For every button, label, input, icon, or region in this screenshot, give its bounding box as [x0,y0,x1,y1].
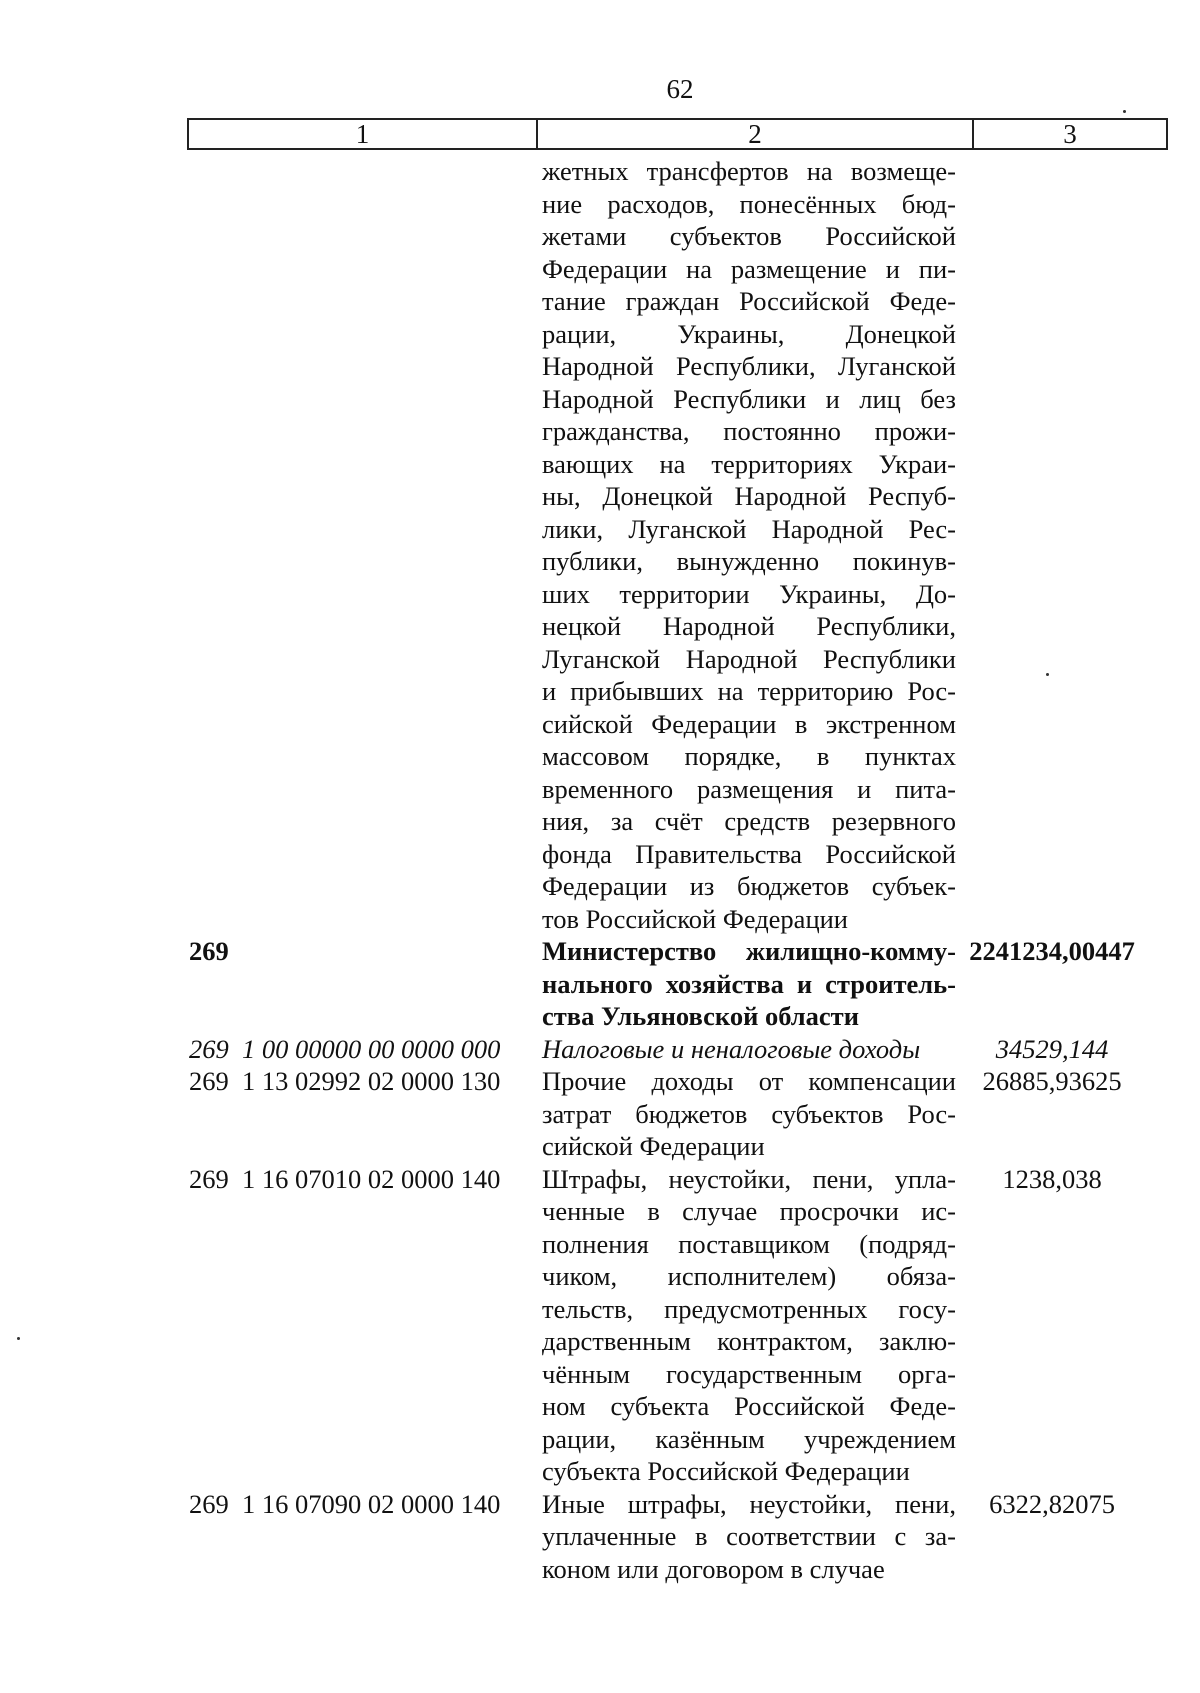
word: строитель- [825,968,956,999]
word: Российской [825,221,956,251]
word: Украи- [878,448,956,479]
word: просрочки [779,1196,899,1226]
page-number-text: 62 [666,74,694,104]
table-row [0,1163,1200,1488]
text-line [542,675,956,708]
amount-cell: 34529,144 [995,1033,1109,1064]
text-line: сийской Федерации [542,1131,765,1161]
word: Штрафы, [542,1163,648,1194]
word: Респуб- [868,481,956,511]
word: трансфертов [646,156,789,186]
word: прибывших [570,676,704,706]
word: счёт [654,806,703,836]
word: исполнителем) [667,1261,837,1291]
word: До- [915,578,956,609]
text-line: коном или договором в случае [542,1553,885,1584]
word: фонда [542,838,612,869]
word: предусмотренных [664,1293,868,1324]
scan-speck [1046,673,1049,676]
text-line [542,1520,956,1553]
text-line [542,805,956,838]
text-line [542,578,956,611]
word: Республики [823,643,956,674]
text-line [542,448,956,481]
header-col-3: 3 [1063,118,1077,149]
word: Народной [662,611,775,641]
table-row [0,1488,1200,1586]
word: доходы [651,1066,734,1096]
text-line [542,1293,956,1326]
word: затрат [542,1098,612,1129]
word: покинув- [852,546,956,576]
word: учреждением [803,1423,956,1454]
word: Министерство [542,936,717,966]
word: вынужденно [676,546,820,576]
word: уплаченные [542,1521,677,1551]
word: постоянно [723,416,841,446]
word: полнения [542,1228,649,1259]
table-body [0,155,1200,1585]
word: поставщиком [678,1228,830,1259]
word: упла- [894,1163,956,1194]
word: на [806,156,833,186]
text-line [542,1065,956,1098]
word: и [885,253,900,284]
word: на [717,676,744,706]
text-line [542,643,956,676]
word: понесённых [739,188,877,219]
word: и [796,968,813,999]
word: Федерации [542,253,668,284]
word: тание [542,286,606,316]
table-header [187,118,1168,150]
revenue-name-cell [542,935,956,1033]
text-line [542,350,956,383]
word: без [920,383,956,414]
text-line [542,220,956,253]
header-col-2: 2 [538,120,974,148]
word: Феде- [889,286,956,316]
word: Донецкой [845,318,956,349]
word: средств [724,806,811,836]
word: Народной [685,643,798,674]
word: рации, [542,318,617,349]
word: пи- [918,253,956,284]
word: Федерации [651,708,777,739]
word: Народной [734,481,847,511]
word: хозяйства [665,968,784,999]
text-line [542,968,956,1001]
scan-speck [1123,110,1126,113]
word: экстренном [825,708,956,739]
amount-cell: 2241234,00447 [969,936,1135,966]
word: субъектов [771,1098,884,1129]
word: пени, [812,1163,874,1194]
table-row [0,935,1200,1033]
word: (подряд- [859,1228,956,1259]
word: Правительства [635,838,802,869]
word: пени, [895,1488,956,1519]
word: и [857,773,872,804]
text-line [542,480,956,513]
text-line [542,773,956,806]
word: госу- [898,1293,956,1324]
word: Республики, [676,351,816,381]
word: и [825,383,840,414]
word: Луганской [837,351,956,381]
word: Украины, [779,578,887,609]
word: жетами [542,221,627,251]
word: вающих [542,448,634,479]
word: нального [542,968,653,999]
word: Федерации [542,871,668,901]
word: Иные [542,1488,605,1519]
text-line [542,1098,956,1131]
word: компенсации [808,1066,956,1096]
word: публики, [542,546,643,576]
word: расходов, [607,188,715,219]
word: Народной [771,513,884,544]
word: за [610,806,634,836]
text-line [542,1423,956,1456]
word: бюджетов [736,871,850,901]
word: в [794,708,808,739]
word: тельств, [542,1293,634,1324]
word: ния, [542,806,590,836]
word: Рос- [907,676,956,706]
word: территорию [757,676,894,706]
amount-cell: 26885,93625 [982,1066,1122,1096]
word: лики, [542,513,604,544]
word: массовом [542,741,649,771]
text-line [542,545,956,578]
table-row [0,155,1200,935]
text-line [542,1260,956,1293]
word: Российской [825,838,956,869]
text-line [542,1358,956,1391]
word: Донецкой [602,481,713,511]
word: за- [924,1521,956,1551]
text-line [542,1488,956,1521]
text-line [542,383,956,416]
text-line [542,318,956,351]
word: ченные [542,1196,626,1226]
budget-code-cell: 269 1 16 07010 02 0000 140 [189,1163,501,1194]
word: орга- [898,1358,956,1389]
word: ших [542,578,590,609]
word: граждан [625,286,720,316]
word: Рос- [907,1098,956,1129]
word: временного [542,773,674,804]
word: соответствии [726,1521,876,1551]
text-line: субъекта Российской Федерации [542,1456,910,1486]
text-line: тов Российской Федерации [542,903,848,934]
word: территории [619,578,750,609]
word: гражданства, [542,416,690,446]
text-line [542,708,956,741]
word: в [647,1196,660,1226]
word: в [695,1521,708,1551]
word: Российской [739,286,870,316]
word: сийской [542,708,633,739]
page-number [0,74,1200,105]
word: чиком, [542,1261,618,1291]
word: Луганской [628,513,747,544]
amount-cell: 1238,038 [1002,1163,1102,1194]
word: дарственным [542,1326,691,1356]
scan-speck [17,1337,20,1340]
text-line [542,1325,956,1358]
text-line [542,838,956,871]
word: ние [542,188,583,219]
word: неустойки, [668,1163,792,1194]
word: неустойки, [749,1488,873,1519]
word: случае [682,1196,758,1226]
budget-code-cell: 269 1 00 00000 00 0000 000 [189,1033,501,1064]
text-line [542,188,956,221]
word: нецкой [542,611,622,641]
revenue-name-cell [542,1163,956,1488]
text-line [542,1163,956,1196]
word: субъектов [669,221,782,251]
word: обяза- [886,1261,956,1291]
word: ном [542,1391,586,1421]
word: штрафы, [627,1488,727,1519]
text-line [542,610,956,643]
word: прожи- [874,416,956,446]
word: Народной [542,351,654,381]
word: Украины, [677,318,785,349]
word: на [659,448,686,479]
revenue-name-cell [542,155,956,935]
word: на [686,253,712,284]
budget-code-cell [0,155,542,935]
word: пунктах [864,741,956,771]
text-line [542,285,956,318]
word: бюджетов [635,1098,748,1129]
revenue-name-cell [542,1488,956,1586]
text-line [542,1390,956,1423]
word: размещение [730,253,867,284]
word: пита- [895,773,956,804]
word: резервного [831,806,956,836]
table-row [0,1033,1200,1066]
budget-code-cell: 269 1 16 07090 02 0000 140 [189,1488,501,1519]
text-line [542,513,956,546]
word: субъек- [871,871,956,901]
word: Феде- [889,1391,956,1421]
word: казённым [655,1423,765,1454]
text-line [542,740,956,773]
word: субъекта [610,1391,710,1421]
word: государственным [666,1358,863,1389]
text-line [542,870,956,903]
text-line [542,253,956,286]
word: заклю- [879,1326,956,1356]
word: рации, [542,1423,617,1454]
table-row [0,1065,1200,1163]
word: и [542,676,557,706]
word: в [816,741,830,771]
text-line: Налоговые и неналоговые доходы [542,1033,921,1064]
header-col-1: 1 [189,120,538,148]
amount-cell [956,155,1146,935]
word: контрактом, [717,1326,853,1356]
text-line [542,1195,956,1228]
word: Луганской [542,643,661,674]
word: Рес- [908,513,956,544]
word: бюд- [901,188,956,219]
text-line [542,935,956,968]
text-line [542,155,956,188]
word: возмеще- [850,156,956,186]
word: территориях [711,448,853,479]
word: Российской [734,1391,865,1421]
word: порядке, [684,741,782,771]
word: ис- [921,1196,956,1226]
word: лиц [859,383,901,414]
word: Республики, [816,611,956,641]
amount-cell: 6322,82075 [989,1488,1115,1519]
text-line [542,1228,956,1261]
revenue-name-cell [542,1033,956,1066]
revenue-name-cell [542,1065,956,1163]
word: Прочие [542,1066,627,1096]
word: Республики [673,383,807,414]
word: Народной [542,383,654,414]
word: ны, [542,481,581,511]
budget-code-cell: 269 [189,936,229,966]
word: от [758,1066,784,1096]
budget-code-cell: 269 1 13 02992 02 0000 130 [189,1066,501,1096]
word: жетных [542,156,629,186]
word: с [894,1521,907,1551]
word: размещения [696,773,834,804]
text-line: ства Ульяновской области [542,1001,859,1031]
word: из [689,871,715,901]
word: чённым [542,1358,631,1389]
word: жилищно-комму- [745,936,956,966]
text-line [542,415,956,448]
